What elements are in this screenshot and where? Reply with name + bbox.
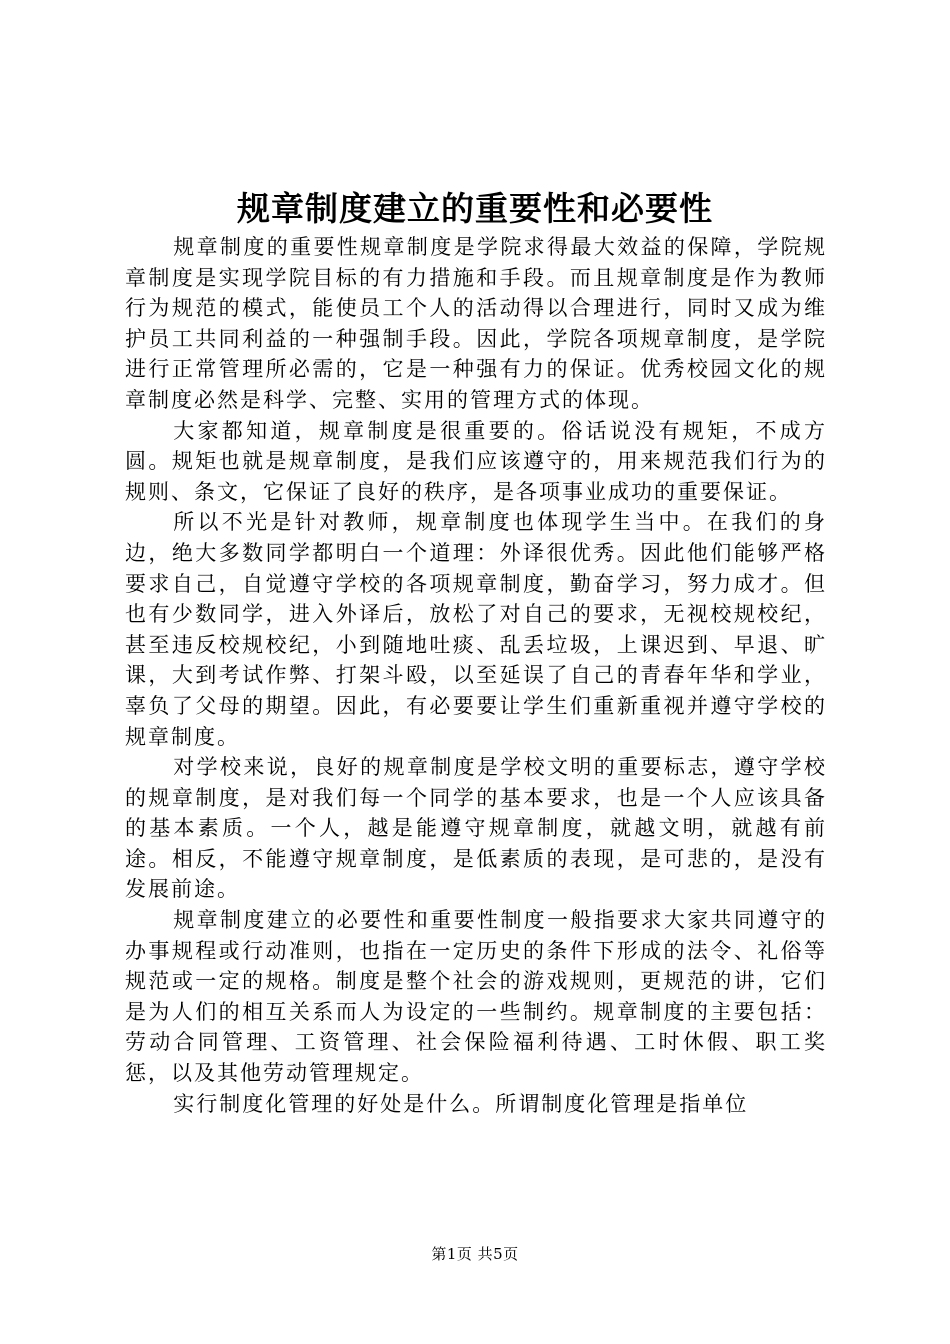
paragraph-4: 对学校来说，良好的规章制度是学校文明的重要标志，遵守学校的规章制度，是对我们每一个同学的基本要求，也是一个人应该具备的基本素质。一个人，越是能遵守规章制度，就越文明，就越有前途。相反，不能遵守规章制度，是低素质的表现，是可悲的，是没有发展前途。 bbox=[125, 755, 827, 902]
document-title: 规章制度建立的重要性和必要性 bbox=[237, 189, 713, 228]
document-body bbox=[125, 232, 827, 1119]
paragraph-3: 所以不光是针对教师，规章制度也体现学生当中。在我们的身边，绝大多数同学都明白一个道理：外译很优秀。因此他们能够严格要求自己，自觉遵守学校的各项规章制度，勤奋学习，努力成才。但也有少数同学，进入外译后，放松了对自己的要求，无视校规校纪，甚至违反校规校纪，小到随地吐痰、乱丢垃圾，上课迟到、早退、旷课，大到考试作弊、打架斗殴，以至延误了自己的青春年华和学业，辜负了父母的期望。因此，有必要要让学生们重新重视并遵守学校的规章制度。 bbox=[125, 510, 827, 749]
page-footer: 第1页 共5页 bbox=[431, 1245, 519, 1263]
paragraph-6: 实行制度化管理的好处是什么。所谓制度化管理是指单位 bbox=[173, 1091, 749, 1116]
paragraph-5: 规章制度建立的必要性和重要性制度一般指要求大家共同遵守的办事规程或行动准则，也指在一定历史的条件下形成的法令、礼俗等规范或一定的规格。制度是整个社会的游戏规则，更规范的讲，它们是为人们的相互关系而人为设定的一些制约。规章制度的主要包括：劳动合同管理、工资管理、社会保险福利待遇、工时休假、职工奖惩，以及其他劳动管理规定。 bbox=[125, 908, 827, 1086]
paragraph-2: 大家都知道，规章制度是很重要的。俗话说没有规矩，不成方圆。规矩也就是规章制度，是我们应该遵守的，用来规范我们行为的规则、条文，它保证了良好的秩序，是各项事业成功的重要保证。 bbox=[125, 418, 827, 504]
paragraph-1: 规章制度的重要性规章制度是学院求得最大效益的保障，学院规章制度是实现学院目标的有力措施和手段。而且规章制度是作为教师行为规范的模式，能使员工个人的活动得以合理进行，同时又成为维护员工共同利益的一种强制手段。因此，学院各项规章制度，是学院进行正常管理所必需的，它是一种强有力的保证。优秀校园文化的规章制度必然是科学、完整、实用的管理方式的体现。 bbox=[125, 235, 827, 412]
